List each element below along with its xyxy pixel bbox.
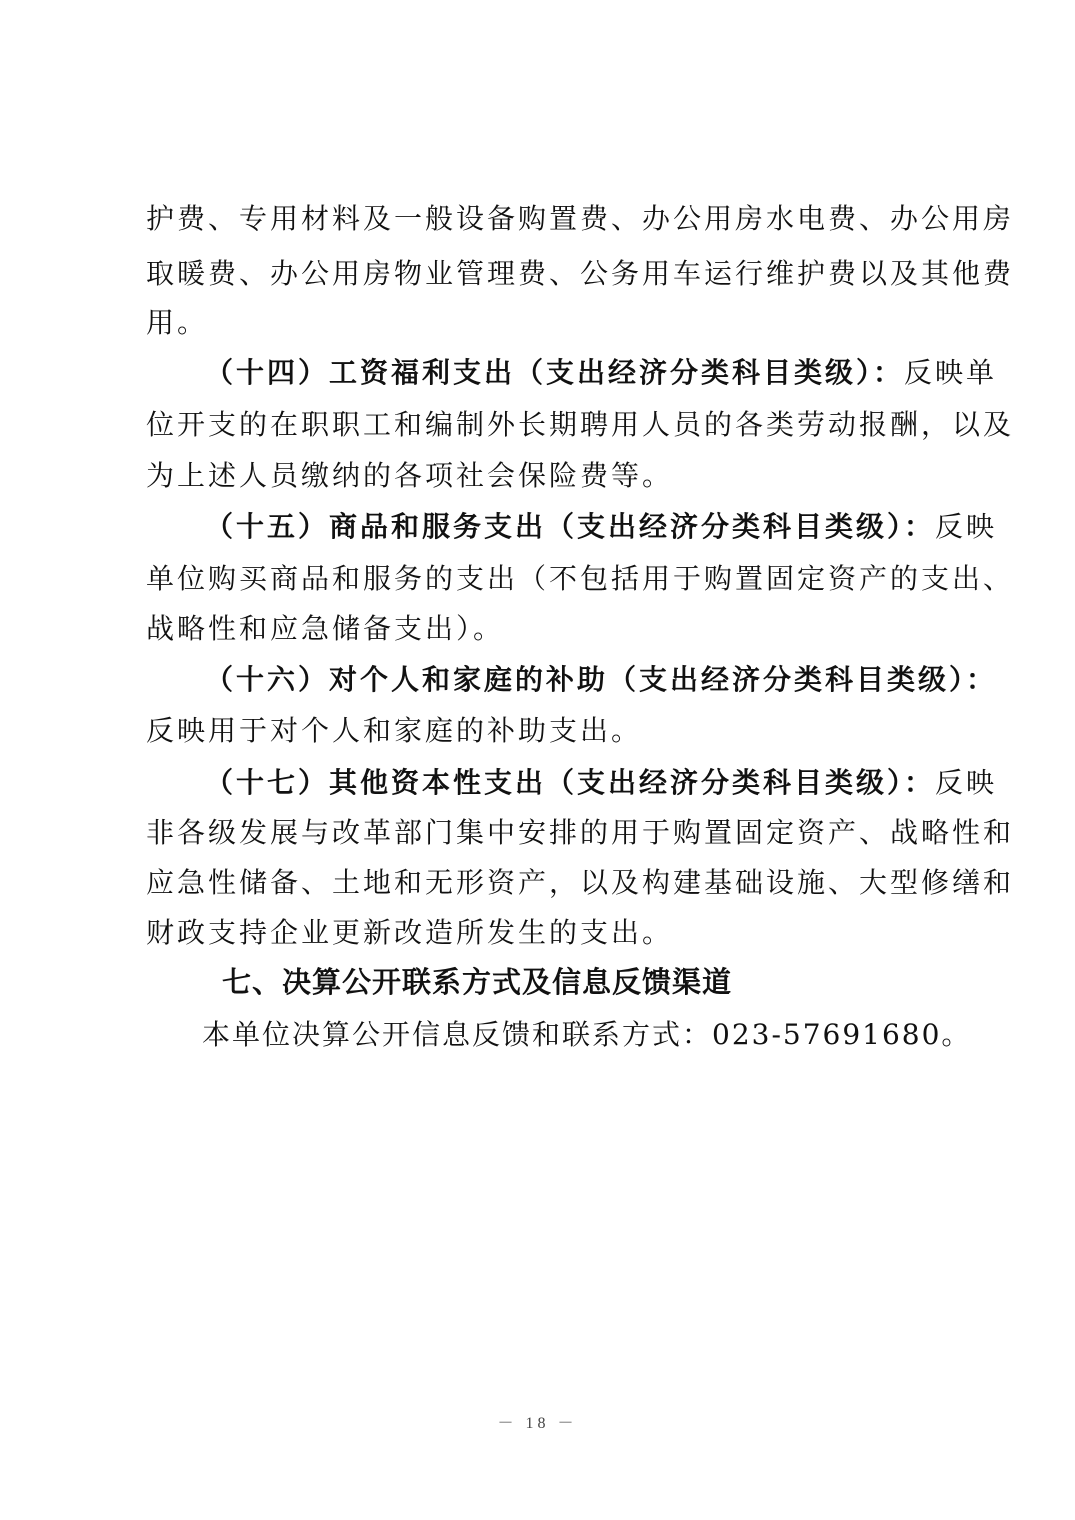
- paragraph-first-line: [205, 663, 1005, 697]
- paragraph-text: 反映: [935, 510, 998, 543]
- paragraph-line: 单位购买商品和服务的支出（不包括用于购置固定资产的支出、: [146, 562, 1015, 595]
- page-number: － 18 －: [497, 1415, 578, 1432]
- paragraph-line: 用。: [146, 306, 209, 339]
- section-heading: 七、决算公开联系方式及信息反馈渠道: [222, 965, 733, 999]
- paragraph-line: 财政支持企业更新改造所发生的支出。: [146, 916, 674, 949]
- paragraph-first-line: [205, 510, 1005, 544]
- paragraph-line: 反映用于对个人和家庭的补助支出。: [146, 714, 643, 747]
- item-heading: （十六）对个人和家庭的补助（支出经济分类科目类级）：: [205, 663, 998, 696]
- paragraph-first-line: [205, 766, 1005, 800]
- paragraph-line: 取暖费、办公用房物业管理费、公务用车运行维护费以及其他费: [146, 257, 1015, 290]
- paragraph-line: 位开支的在职职工和编制外长期聘用人员的各类劳动报酬，以及: [146, 408, 1015, 441]
- paragraph-line: 应急性储备、土地和无形资产，以及构建基础设施、大型修缮和: [146, 866, 1015, 899]
- paragraph-first-line: [205, 356, 1005, 390]
- paragraph-line: 为上述人员缴纳的各项社会保险费等。: [146, 459, 674, 492]
- contact-info: 本单位决算公开信息反馈和联系方式：023-57691680。: [202, 1018, 972, 1051]
- paragraph-line: 非各级发展与改革部门集中安排的用于购置固定资产、战略性和: [146, 816, 1015, 849]
- item-heading: （十五）商品和服务支出（支出经济分类科目类级）：: [205, 510, 936, 543]
- item-heading: （十七）其他资本性支出（支出经济分类科目类级）：: [205, 766, 936, 799]
- paragraph-text: 反映: [935, 766, 998, 799]
- paragraph-line: 战略性和应急储备支出）。: [146, 612, 505, 645]
- item-heading: （十四）工资福利支出（支出经济分类科目类级）：: [205, 356, 905, 389]
- paragraph-line: 护费、专用材料及一般设备购置费、办公用房水电费、办公用房: [146, 202, 1015, 235]
- paragraph-text: 反映单: [904, 356, 998, 389]
